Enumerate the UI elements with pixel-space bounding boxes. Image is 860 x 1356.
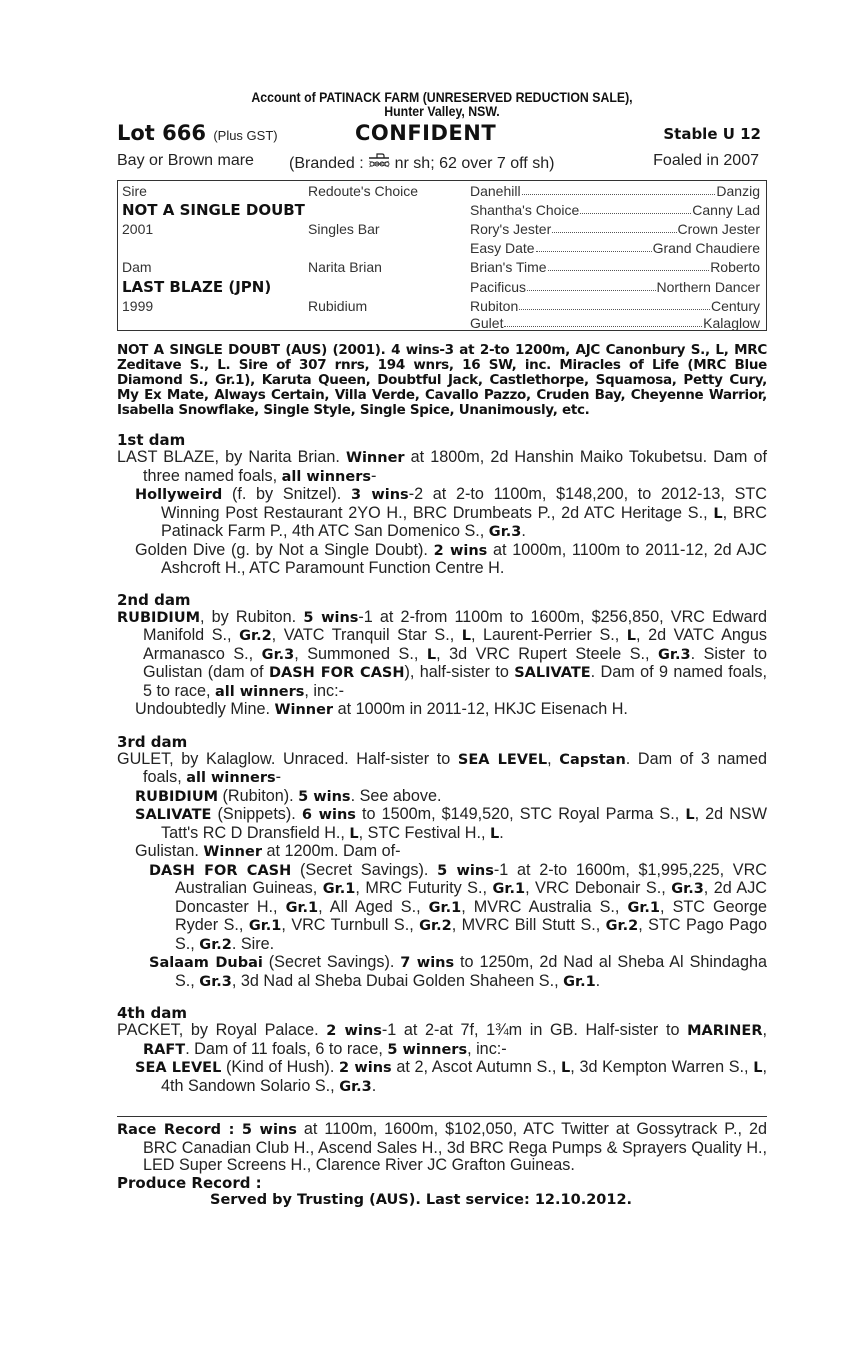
stable-location: Stable U 12 (663, 125, 761, 143)
brand-mark-icon (368, 152, 390, 168)
lot-line (117, 121, 767, 149)
sire-name: NOT A SINGLE DOUBT (122, 201, 305, 219)
first-dam-heading: 1st dam (117, 431, 186, 449)
grandparent-row (470, 298, 760, 314)
gp-left: Shantha's Choice (470, 202, 580, 218)
dam-year: 1999 (122, 298, 154, 314)
gp-left: Brian's Time (470, 259, 547, 275)
grandparent-row (470, 240, 760, 256)
gp-left: Gulet (470, 315, 504, 331)
lot-number (117, 121, 278, 145)
gp-right: Northern Dancer (656, 279, 760, 295)
grandparent-row (470, 221, 760, 237)
sire-summary: NOT A SINGLE DOUBT (AUS) (2001). 4 wins-3 at 2-to 1200m, AJC Canonbury S., L, MRC Zeditave S., L. Sire of 307 rnrs, 194 wnrs, 16 SW, inc. Miracles of Life (MRC Blue Diamond S., Gr.1), Karuta Queen, Doubtful Jack, Castlethorpe, Squamosa, Petty Cury, My Ex Mate, Always Certain, Villa Verde, Cavallo Pazzo, Cruden Bay, Cheyenne Warrior, Isabella Snowflake, Single Style, Single Spice, Unanimously, etc. (117, 342, 767, 418)
race-record: Race Record : 5 wins at 1100m, 1600m, $102,050, ATC Twitter at Gossytrack P., 2d BRC Canadian Club H., Ascend Sales H., 3d BRC Rega Pumps & Sprayers Quality H., LED Super Screens H., Clarence River JC Grafton Guineas. (117, 1120, 767, 1174)
gp-left: Easy Date (470, 240, 535, 256)
produce-record-text: Served by Trusting (AUS). Last service: 12.10.2012. (210, 1191, 633, 1208)
pedigree-table (117, 180, 767, 331)
branded-suffix: nr sh; 62 over 7 off sh) (394, 155, 555, 172)
produce-record-label: Produce Record : (117, 1173, 262, 1192)
branded-prefix: (Branded : (289, 155, 364, 172)
progeny-entry: Salaam Dubai (Secret Savings). 7 wins to 1250m, 2d Nad al Sheba Al Shindagha S., Gr.3, 3d Nad al Sheba Dubai Golden Shaheen S., Gr.1. (149, 953, 767, 990)
grandparent-row (470, 202, 760, 218)
second-dam-heading: 2nd dam (117, 590, 191, 609)
second-dam-section (117, 592, 767, 720)
fourth-dam-text: PACKET, by Royal Palace. 2 wins-1 at 2-at 7f, 1¾m in GB. Half-sister to MARINER, RAFT. Dam of 11 foals, 6 to race, 5 winners, inc:- (117, 1021, 767, 1058)
dam-name: LAST BLAZE (JPN) (122, 278, 272, 296)
vendor-line-1: Account of PATINACK FARM (UNRESERVED REDUCTION SALE), (251, 89, 633, 105)
dam-sire: Narita Brian (308, 259, 382, 275)
progeny-entry: RUBIDIUM (Rubiton). 5 wins. See above. (135, 786, 442, 805)
gp-left: Pacificus (470, 279, 527, 295)
fourth-dam-section (117, 1005, 767, 1096)
dam-label: Dam (122, 259, 152, 275)
vendor-line-2: Hunter Valley, NSW. (384, 103, 500, 119)
grandparent-row (470, 183, 760, 199)
progeny-entry: DASH FOR CASH (Secret Savings). 5 wins-1 at 2-to 1600m, $1,995,225, VRC Australian Guineas, Gr.1, MRC Futurity S., Gr.1, VRC Debonair S., Gr.3, 2d AJC Doncaster H., Gr.1, All Aged S., Gr.1, MVRC Australia S., Gr.1, STC George Ryder S., Gr.1, VRC Turnbull S., Gr.2, MVRC Bill Stutt S., Gr.2, STC Pago Pago S., Gr.2. Sire. (149, 860, 767, 953)
vendor-account (156, 90, 728, 118)
foaled-year: Foaled in 2007 (653, 152, 759, 169)
progeny-entry: Hollyweird (f. by Snitzel). 3 wins-2 at 2-to 1100m, $148,200, to 2012-13, STC Winning Post Restaurant 2YO H., BRC Drumbeats P., 2d ATC Heritage S., L, BRC Patinack Farm P., 4th ATC San Domenico S., Gr.3. (135, 485, 767, 540)
second-dam-text: RUBIDIUM, by Rubiton. 5 wins-1 at 2-from 1100m to 1600m, $256,850, VRC Edward Manifold S., Gr.2, VATC Tranquil Star S., L, Laurent-Perrier S., L, 2d VATC Angus Armanasco S., Gr.3, Summoned S., L, 3d VRC Rupert Steele S., Gr.3. Sister to Gulistan (dam of DASH FOR CASH), half-sister to SALIVATE. Dam of 9 named foals, 5 to race, all winners, inc:- (117, 607, 767, 700)
horse-description: Bay or Brown mare (117, 152, 254, 169)
progeny-entry: Undoubtedly Mine. Winner at 1000m in 2011-12, HKJC Eisenach H. (135, 700, 628, 718)
gp-left: Danehill (470, 183, 521, 199)
progeny-entry: SALIVATE (Snippets). 6 wins to 1500m, $149,520, STC Royal Parma S., L, 2d NSW Tatt's RC D Dransfield H., L, STC Festival H., L. (135, 805, 767, 842)
progeny-entry: Gulistan. Winner at 1200m. Dam of- (135, 842, 401, 860)
catalogue-page (117, 90, 767, 1209)
sire-sire: Redoute's Choice (308, 183, 419, 199)
grandparent-row (470, 259, 760, 275)
gp-right: Crown Jester (677, 221, 760, 237)
grandparent-row (470, 315, 760, 331)
first-dam-section (117, 432, 767, 578)
gp-left: Rubiton (470, 298, 519, 314)
progeny-entry: Golden Dive (g. by Not a Single Doubt). 2 wins at 1000m, 1100m to 2011-12, 2d AJC Ashcroft H., ATC Paramount Function Centre H. (135, 540, 767, 577)
dam-dam: Rubidium (308, 298, 368, 314)
records-section (117, 1116, 767, 1209)
gp-right: Grand Chaudiere (652, 240, 760, 256)
gp-right: Century (710, 298, 760, 314)
gp-right: Roberto (710, 259, 760, 275)
race-record-label: Race Record : (117, 1122, 242, 1138)
sire-year: 2001 (122, 221, 154, 237)
fourth-dam-heading: 4th dam (117, 1004, 187, 1022)
gp-right: Kalaglow (703, 315, 760, 331)
first-dam-text: LAST BLAZE, by Narita Brian. Winner at 1800m, 2d Hanshin Maiko Tokubetsu. Dam of three named foals, all winners- (117, 448, 767, 485)
description-line (117, 149, 767, 175)
grandparent-row (470, 279, 760, 295)
brand-info (289, 152, 554, 173)
horse-name: CONFIDENT (355, 121, 497, 145)
third-dam-section (117, 734, 767, 992)
lot-label: Lot 666 (117, 121, 206, 145)
gp-left: Rory's Jester (470, 221, 552, 237)
third-dam-heading: 3rd dam (117, 732, 188, 751)
gp-right: Danzig (716, 183, 760, 199)
sire-label: Sire (122, 183, 147, 199)
sire-dam: Singles Bar (308, 221, 380, 237)
gp-right: Canny Lad (692, 202, 760, 218)
gst-note: (Plus GST) (213, 128, 278, 143)
progeny-entry: SEA LEVEL (Kind of Hush). 2 wins at 2, Ascot Autumn S., L, 3d Kempton Warren S., L, 4th Sandown Solario S., Gr.3. (135, 1058, 767, 1095)
third-dam-text: GULET, by Kalaglow. Unraced. Half-sister to SEA LEVEL, Capstan. Dam of 3 named foals, all winners- (117, 749, 767, 786)
